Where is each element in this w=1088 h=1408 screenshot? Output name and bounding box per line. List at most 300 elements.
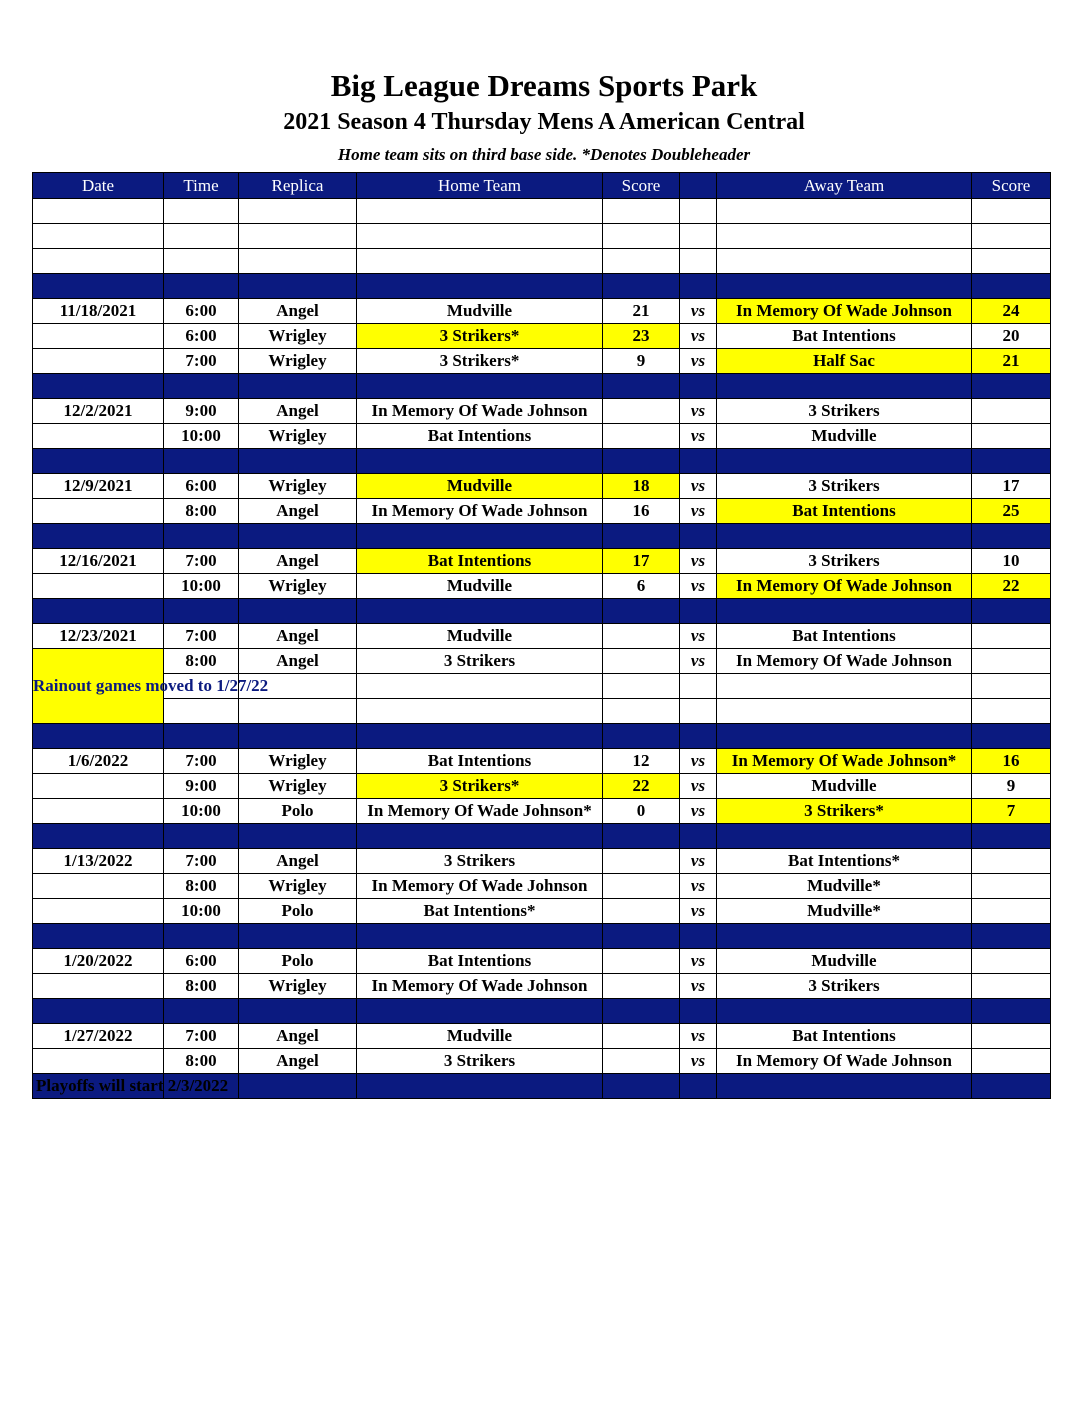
home-team: Mudville	[357, 624, 603, 649]
game-date	[33, 874, 164, 899]
game-date	[33, 349, 164, 374]
home-score: 18	[603, 474, 680, 499]
game-replica: Wrigley	[239, 474, 357, 499]
game-replica: Angel	[239, 299, 357, 324]
separator-cell	[33, 274, 164, 299]
separator-cell	[603, 924, 680, 949]
empty-cell	[680, 199, 717, 224]
game-row	[33, 424, 1051, 449]
empty-cell	[603, 674, 680, 699]
col-time-header: Time	[164, 173, 239, 199]
away-team: In Memory Of Wade Johnson	[717, 649, 972, 674]
home-team: In Memory Of Wade Johnson*	[357, 799, 603, 824]
away-score	[972, 949, 1051, 974]
separator-cell	[164, 724, 239, 749]
game-date: 12/23/2021	[33, 624, 164, 649]
game-date: 1/20/2022	[33, 949, 164, 974]
home-team: 3 Strikers	[357, 1049, 603, 1074]
home-team: Bat Intentions	[357, 949, 603, 974]
separator-cell	[972, 524, 1051, 549]
separator-cell	[33, 599, 164, 624]
home-score	[603, 1024, 680, 1049]
game-time: 8:00	[164, 874, 239, 899]
schedule-table	[32, 172, 1051, 1099]
empty-cell	[357, 249, 603, 274]
separator-cell	[357, 1074, 603, 1099]
away-score: 24	[972, 299, 1051, 324]
game-row	[33, 774, 1051, 799]
vs-label: vs	[680, 949, 717, 974]
game-date	[33, 424, 164, 449]
separator-cell	[164, 999, 239, 1024]
separator-cell	[680, 449, 717, 474]
game-date: 1/27/2022	[33, 1024, 164, 1049]
home-score: 12	[603, 749, 680, 774]
separator-cell	[239, 824, 357, 849]
away-score	[972, 424, 1051, 449]
separator-cell	[603, 999, 680, 1024]
game-row	[33, 749, 1051, 774]
schedule-note: Home team sits on third base side. *Denotes Doubleheader	[337, 145, 751, 164]
vs-label: vs	[680, 649, 717, 674]
game-row	[33, 974, 1051, 999]
separator-cell	[972, 724, 1051, 749]
empty-cell	[603, 249, 680, 274]
game-row	[33, 474, 1051, 499]
home-score	[603, 874, 680, 899]
page-title: Big League Dreams Sports Park	[330, 68, 758, 103]
away-score	[972, 649, 1051, 674]
empty-cell	[603, 699, 680, 724]
empty-cell	[680, 674, 717, 699]
separator-cell	[717, 374, 972, 399]
game-time: 10:00	[164, 424, 239, 449]
separator-cell	[717, 599, 972, 624]
empty-cell	[972, 699, 1051, 724]
home-team: Mudville	[357, 474, 603, 499]
away-score: 17	[972, 474, 1051, 499]
separator-cell	[33, 524, 164, 549]
home-score: 17	[603, 549, 680, 574]
rainout-note: Rainout games moved to 1/27/22	[33, 649, 164, 724]
empty-cell	[357, 224, 603, 249]
separator-cell	[680, 1074, 717, 1099]
game-replica: Wrigley	[239, 749, 357, 774]
empty-cell	[357, 199, 603, 224]
separator-cell	[717, 999, 972, 1024]
away-team: In Memory Of Wade Johnson*	[717, 749, 972, 774]
empty-row	[33, 699, 1051, 724]
game-date	[33, 774, 164, 799]
away-score	[972, 1024, 1051, 1049]
away-team: In Memory Of Wade Johnson	[717, 574, 972, 599]
game-row	[33, 949, 1051, 974]
separator-cell	[33, 999, 164, 1024]
home-team: In Memory Of Wade Johnson	[357, 399, 603, 424]
home-team: In Memory Of Wade Johnson	[357, 874, 603, 899]
game-time: 10:00	[164, 574, 239, 599]
separator-cell	[357, 449, 603, 474]
col-date-header: Date	[33, 173, 164, 199]
away-score: 16	[972, 749, 1051, 774]
empty-row	[33, 249, 1051, 274]
separator-cell	[680, 924, 717, 949]
away-team: Mudville*	[717, 899, 972, 924]
home-score	[603, 1049, 680, 1074]
separator-cell	[357, 724, 603, 749]
away-score	[972, 974, 1051, 999]
game-time: 7:00	[164, 1024, 239, 1049]
game-date	[33, 499, 164, 524]
game-date: 12/9/2021	[33, 474, 164, 499]
separator-cell	[717, 724, 972, 749]
separator-cell	[239, 524, 357, 549]
empty-cell	[972, 674, 1051, 699]
away-score: 22	[972, 574, 1051, 599]
game-date: 12/2/2021	[33, 399, 164, 424]
separator-row	[33, 274, 1051, 299]
col-away-team-header: Away Team	[717, 173, 972, 199]
col-home-score-header: Score	[603, 173, 680, 199]
empty-cell	[680, 699, 717, 724]
game-time: 10:00	[164, 799, 239, 824]
separator-cell	[972, 824, 1051, 849]
empty-cell	[972, 199, 1051, 224]
game-time: 6:00	[164, 474, 239, 499]
home-team: 3 Strikers*	[357, 774, 603, 799]
home-team: 3 Strikers	[357, 849, 603, 874]
vs-label: vs	[680, 1024, 717, 1049]
away-score: 7	[972, 799, 1051, 824]
separator-cell	[357, 824, 603, 849]
game-date: 12/16/2021	[33, 549, 164, 574]
empty-cell	[717, 199, 972, 224]
separator-cell	[357, 999, 603, 1024]
separator-cell	[603, 724, 680, 749]
separator-cell	[603, 274, 680, 299]
separator-row	[33, 724, 1051, 749]
game-date	[33, 799, 164, 824]
empty-cell	[239, 699, 357, 724]
away-score: 10	[972, 549, 1051, 574]
empty-cell	[972, 249, 1051, 274]
game-replica: Wrigley	[239, 349, 357, 374]
home-team: Mudville	[357, 1024, 603, 1049]
vs-label: vs	[680, 399, 717, 424]
vs-label: vs	[680, 549, 717, 574]
game-row	[33, 1049, 1051, 1074]
home-team: Bat Intentions	[357, 749, 603, 774]
game-replica: Angel	[239, 649, 357, 674]
vs-label: vs	[680, 849, 717, 874]
empty-cell	[717, 699, 972, 724]
game-replica: Polo	[239, 799, 357, 824]
separator-cell	[603, 824, 680, 849]
home-team: Mudville	[357, 574, 603, 599]
away-score	[972, 1049, 1051, 1074]
separator-cell	[164, 599, 239, 624]
separator-cell	[680, 374, 717, 399]
away-team: Bat Intentions	[717, 624, 972, 649]
vs-label: vs	[680, 899, 717, 924]
game-replica: Polo	[239, 949, 357, 974]
separator-cell	[717, 274, 972, 299]
vs-label: vs	[680, 574, 717, 599]
separator-cell	[239, 724, 357, 749]
game-replica: Wrigley	[239, 974, 357, 999]
game-replica: Wrigley	[239, 774, 357, 799]
away-score	[972, 624, 1051, 649]
separator-cell	[972, 274, 1051, 299]
game-time: 9:00	[164, 774, 239, 799]
vs-label: vs	[680, 1049, 717, 1074]
home-score	[603, 849, 680, 874]
game-row	[33, 649, 1051, 674]
game-row	[33, 899, 1051, 924]
game-date	[33, 974, 164, 999]
vs-label: vs	[680, 474, 717, 499]
away-team: 3 Strikers	[717, 399, 972, 424]
vs-label: vs	[680, 424, 717, 449]
away-team: Mudville	[717, 774, 972, 799]
separator-cell	[357, 274, 603, 299]
game-time: 6:00	[164, 949, 239, 974]
game-row	[33, 874, 1051, 899]
separator-cell	[680, 724, 717, 749]
empty-cell	[164, 249, 239, 274]
separator-cell	[239, 449, 357, 474]
separator-cell	[680, 524, 717, 549]
separator-cell	[972, 374, 1051, 399]
separator-cell	[972, 1074, 1051, 1099]
game-row	[33, 574, 1051, 599]
game-row	[33, 399, 1051, 424]
vs-label: vs	[680, 624, 717, 649]
page-subtitle: 2021 Season 4 Thursday Mens A American Central	[283, 109, 805, 135]
home-score: 0	[603, 799, 680, 824]
game-time: 7:00	[164, 549, 239, 574]
separator-cell	[603, 449, 680, 474]
game-replica: Wrigley	[239, 874, 357, 899]
game-replica: Wrigley	[239, 424, 357, 449]
separator-cell	[972, 999, 1051, 1024]
home-team: Bat Intentions*	[357, 899, 603, 924]
separator-cell	[33, 724, 164, 749]
away-team: Bat Intentions	[717, 499, 972, 524]
empty-cell	[717, 249, 972, 274]
game-time: 10:00	[164, 899, 239, 924]
separator-cell	[972, 449, 1051, 474]
away-team: In Memory Of Wade Johnson	[717, 1049, 972, 1074]
away-score: 9	[972, 774, 1051, 799]
game-time: 7:00	[164, 349, 239, 374]
home-score	[603, 624, 680, 649]
home-score	[603, 899, 680, 924]
away-team: Bat Intentions	[717, 324, 972, 349]
away-score: 21	[972, 349, 1051, 374]
separator-cell	[33, 449, 164, 474]
home-team: In Memory Of Wade Johnson	[357, 974, 603, 999]
game-replica: Polo	[239, 899, 357, 924]
separator-row	[33, 524, 1051, 549]
separator-cell	[717, 924, 972, 949]
game-replica: Wrigley	[239, 574, 357, 599]
empty-cell	[603, 199, 680, 224]
away-team: 3 Strikers	[717, 549, 972, 574]
game-time: 9:00	[164, 399, 239, 424]
separator-cell	[357, 524, 603, 549]
away-team: 3 Strikers	[717, 474, 972, 499]
vs-label: vs	[680, 299, 717, 324]
separator-row	[33, 924, 1051, 949]
empty-cell	[33, 249, 164, 274]
away-score	[972, 849, 1051, 874]
vs-label: vs	[680, 324, 717, 349]
separator-cell	[239, 274, 357, 299]
away-team: 3 Strikers*	[717, 799, 972, 824]
separator-cell	[239, 1074, 357, 1099]
away-score: 20	[972, 324, 1051, 349]
col-away-score-header: Score	[972, 173, 1051, 199]
game-row	[33, 299, 1051, 324]
separator-row	[33, 999, 1051, 1024]
vs-label: vs	[680, 499, 717, 524]
game-time: 7:00	[164, 749, 239, 774]
empty-cell	[164, 199, 239, 224]
empty-cell	[164, 699, 239, 724]
separator-cell	[239, 599, 357, 624]
game-replica: Angel	[239, 624, 357, 649]
home-team: Bat Intentions	[357, 424, 603, 449]
playoffs-note: Playoffs will start 2/3/2022	[36, 1076, 229, 1095]
separator-cell	[33, 374, 164, 399]
game-replica: Angel	[239, 849, 357, 874]
separator-cell	[603, 524, 680, 549]
game-time: 6:00	[164, 299, 239, 324]
away-team: Mudville	[717, 949, 972, 974]
game-row	[33, 324, 1051, 349]
home-score	[603, 649, 680, 674]
empty-row	[33, 199, 1051, 224]
away-score	[972, 399, 1051, 424]
separator-cell	[717, 1074, 972, 1099]
separator-cell	[603, 599, 680, 624]
game-row	[33, 849, 1051, 874]
separator-cell	[164, 524, 239, 549]
away-score	[972, 874, 1051, 899]
home-team: In Memory Of Wade Johnson	[357, 499, 603, 524]
separator-cell	[164, 824, 239, 849]
col-home-team-header: Home Team	[357, 173, 603, 199]
home-score: 6	[603, 574, 680, 599]
empty-cell	[239, 224, 357, 249]
empty-cell	[164, 224, 239, 249]
game-replica: Angel	[239, 399, 357, 424]
away-team: Mudville	[717, 424, 972, 449]
separator-cell	[357, 924, 603, 949]
game-replica: Angel	[239, 499, 357, 524]
home-score	[603, 399, 680, 424]
away-team: Bat Intentions	[717, 1024, 972, 1049]
separator-cell	[717, 824, 972, 849]
empty-cell	[603, 224, 680, 249]
home-score	[603, 424, 680, 449]
separator-cell	[717, 449, 972, 474]
away-score: 25	[972, 499, 1051, 524]
empty-cell	[357, 674, 603, 699]
game-date: 1/6/2022	[33, 749, 164, 774]
home-score	[603, 974, 680, 999]
separator-cell	[164, 449, 239, 474]
home-team: 3 Strikers*	[357, 324, 603, 349]
game-date: 11/18/2021	[33, 299, 164, 324]
away-team: Half Sac	[717, 349, 972, 374]
separator-cell	[680, 599, 717, 624]
separator-cell	[972, 599, 1051, 624]
separator-cell	[603, 1074, 680, 1099]
game-date	[33, 574, 164, 599]
home-score: 9	[603, 349, 680, 374]
game-replica: Wrigley	[239, 324, 357, 349]
game-date	[33, 899, 164, 924]
empty-cell	[239, 249, 357, 274]
game-row	[33, 499, 1051, 524]
separator-cell	[239, 924, 357, 949]
game-time: 8:00	[164, 649, 239, 674]
vs-label: vs	[680, 749, 717, 774]
home-score: 23	[603, 324, 680, 349]
home-score: 22	[603, 774, 680, 799]
away-team: Mudville*	[717, 874, 972, 899]
empty-cell	[717, 674, 972, 699]
game-row	[33, 1024, 1051, 1049]
home-score: 16	[603, 499, 680, 524]
away-team: 3 Strikers	[717, 974, 972, 999]
separator-cell	[164, 274, 239, 299]
separator-cell	[357, 374, 603, 399]
game-row	[33, 624, 1051, 649]
separator-row	[33, 599, 1051, 624]
col-vs-header	[680, 173, 717, 199]
separator-row	[33, 824, 1051, 849]
vs-label: vs	[680, 774, 717, 799]
game-time: 8:00	[164, 499, 239, 524]
empty-cell	[33, 199, 164, 224]
separator-cell	[33, 824, 164, 849]
col-replica-header: Replica	[239, 173, 357, 199]
home-score: 21	[603, 299, 680, 324]
separator-cell	[357, 599, 603, 624]
game-replica: Angel	[239, 549, 357, 574]
empty-row	[33, 224, 1051, 249]
away-team: In Memory Of Wade Johnson	[717, 299, 972, 324]
vs-label: vs	[680, 974, 717, 999]
away-score	[972, 899, 1051, 924]
game-time: 8:00	[164, 974, 239, 999]
vs-label: vs	[680, 799, 717, 824]
empty-cell	[972, 224, 1051, 249]
empty-cell	[680, 224, 717, 249]
game-time: 7:00	[164, 624, 239, 649]
separator-cell	[164, 374, 239, 399]
empty-cell	[33, 224, 164, 249]
home-team: 3 Strikers	[357, 649, 603, 674]
home-team: 3 Strikers*	[357, 349, 603, 374]
separator-cell	[33, 924, 164, 949]
vs-label: vs	[680, 874, 717, 899]
separator-cell	[717, 524, 972, 549]
separator-cell	[972, 924, 1051, 949]
